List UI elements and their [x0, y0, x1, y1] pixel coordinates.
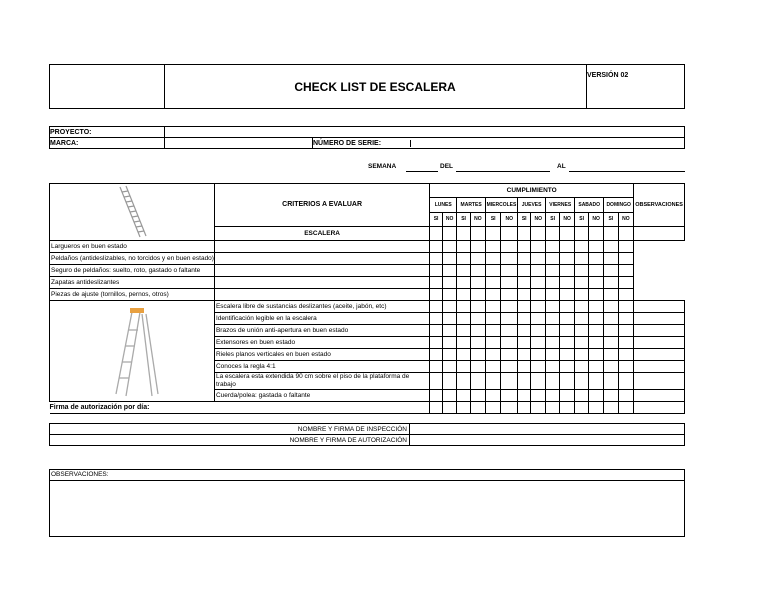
check-cell[interactable]	[430, 277, 443, 289]
check-cell[interactable]	[430, 289, 443, 301]
check-cell[interactable]	[430, 337, 443, 349]
check-cell[interactable]	[604, 253, 618, 265]
observaciones-box[interactable]	[49, 469, 685, 537]
section-cell	[575, 226, 589, 240]
check-cell[interactable]	[501, 253, 518, 265]
check-cell[interactable]	[589, 301, 604, 313]
no-header: NO	[501, 212, 518, 226]
check-cell[interactable]	[457, 390, 471, 402]
check-cell[interactable]	[442, 289, 456, 301]
check-cell[interactable]	[589, 390, 604, 402]
checklist-table	[49, 183, 685, 414]
criteria-label: Conoces la regla 4:1	[214, 361, 429, 373]
version-label: VERSIÓN 02	[587, 72, 629, 79]
section-cell	[430, 226, 443, 240]
check-cell[interactable]	[546, 301, 560, 313]
day-header: MIERCOLES	[485, 198, 517, 212]
check-cell[interactable]	[589, 361, 604, 373]
check-cell[interactable]	[501, 313, 518, 325]
check-cell[interactable]	[589, 313, 604, 325]
check-cell[interactable]	[442, 241, 456, 253]
check-cell[interactable]	[442, 325, 456, 337]
check-cell[interactable]	[560, 277, 575, 289]
check-cell[interactable]	[485, 265, 501, 277]
si-header: SI	[457, 212, 471, 226]
check-cell[interactable]	[470, 277, 485, 289]
check-cell[interactable]	[457, 373, 471, 390]
observation-cell[interactable]	[618, 277, 634, 289]
check-cell[interactable]	[501, 289, 518, 301]
check-cell[interactable]	[430, 325, 443, 337]
section-cell	[604, 226, 618, 240]
observation-cell[interactable]	[634, 301, 685, 313]
check-cell[interactable]	[604, 337, 618, 349]
check-cell[interactable]	[575, 301, 589, 313]
day-header: MARTES	[457, 198, 486, 212]
del-field[interactable]	[456, 171, 550, 172]
check-cell[interactable]	[485, 325, 501, 337]
check-cell[interactable]	[457, 337, 471, 349]
check-cell[interactable]	[531, 390, 546, 402]
check-cell[interactable]	[546, 313, 560, 325]
check-cell[interactable]	[531, 349, 546, 361]
check-cell[interactable]	[457, 241, 471, 253]
extension-ladder-icon	[102, 184, 162, 240]
check-cell[interactable]	[531, 301, 546, 313]
check-cell[interactable]	[604, 289, 618, 301]
check-cell[interactable]	[546, 325, 560, 337]
check-cell[interactable]	[214, 265, 429, 277]
firma-cell[interactable]	[442, 402, 456, 414]
check-cell[interactable]	[442, 313, 456, 325]
si-header: SI	[430, 212, 443, 226]
check-cell[interactable]	[589, 253, 604, 265]
check-cell[interactable]	[457, 265, 471, 277]
check-cell[interactable]	[470, 265, 485, 277]
observation-cell[interactable]	[618, 253, 634, 265]
si-header: SI	[604, 212, 618, 226]
criteria-label: Brazos de unión anti-apertura en buen estado	[214, 325, 429, 337]
check-cell[interactable]	[546, 289, 560, 301]
check-cell[interactable]	[560, 325, 575, 337]
check-cell[interactable]	[214, 253, 429, 265]
check-cell[interactable]	[470, 253, 485, 265]
extension-ladder-image	[50, 184, 215, 241]
criteria-label: Piezas de ajuste (tornillos, pernos, otros)	[50, 289, 215, 301]
al-label: AL	[557, 163, 566, 170]
observation-cell[interactable]	[634, 325, 685, 337]
section-cell	[634, 226, 685, 240]
check-cell[interactable]	[430, 390, 443, 402]
check-cell[interactable]	[501, 265, 518, 277]
no-header: NO	[618, 212, 634, 226]
check-cell[interactable]	[485, 349, 501, 361]
check-cell[interactable]	[560, 373, 575, 390]
check-cell[interactable]	[531, 253, 546, 265]
check-cell[interactable]	[518, 289, 531, 301]
firma-cell[interactable]	[589, 402, 604, 414]
check-cell[interactable]	[442, 301, 456, 313]
check-cell[interactable]	[430, 265, 443, 277]
al-field[interactable]	[569, 171, 685, 172]
check-cell[interactable]	[575, 349, 589, 361]
observation-cell[interactable]	[634, 373, 685, 390]
check-cell[interactable]	[442, 390, 456, 402]
section-cell	[485, 226, 501, 240]
check-cell[interactable]	[470, 241, 485, 253]
check-cell[interactable]	[575, 289, 589, 301]
section-cell	[546, 226, 560, 240]
check-cell[interactable]	[531, 289, 546, 301]
criteria-label: Extensores en buen estado	[214, 337, 429, 349]
observation-cell[interactable]	[618, 289, 634, 301]
del-label: DEL	[440, 163, 453, 170]
step-ladder-image	[50, 301, 215, 402]
check-cell[interactable]	[546, 277, 560, 289]
check-cell[interactable]	[531, 325, 546, 337]
check-cell[interactable]	[589, 265, 604, 277]
observation-cell[interactable]	[634, 313, 685, 325]
check-cell[interactable]	[518, 390, 531, 402]
firma-cell[interactable]	[531, 402, 546, 414]
document-title: CHECK LIST DE ESCALERA	[164, 65, 587, 108]
check-cell[interactable]	[604, 361, 618, 373]
check-cell[interactable]	[618, 337, 634, 349]
check-cell[interactable]	[531, 265, 546, 277]
signatures-table	[49, 423, 685, 446]
firma-cell[interactable]	[485, 402, 501, 414]
semana-label: SEMANA	[368, 163, 397, 170]
check-cell[interactable]	[575, 390, 589, 402]
firma-cell[interactable]	[546, 402, 560, 414]
criteria-label: Peldaños (antideslizables, no torcidos y en buen estado)	[50, 253, 215, 265]
check-cell[interactable]	[531, 373, 546, 390]
check-cell[interactable]	[518, 301, 531, 313]
check-cell[interactable]	[485, 313, 501, 325]
criteria-label: La escalera esta extendida 90 cm sobre el piso de la plataforma de trabajo	[214, 373, 429, 390]
check-cell[interactable]	[501, 277, 518, 289]
firma-cell[interactable]	[518, 402, 531, 414]
check-cell[interactable]	[531, 241, 546, 253]
check-cell[interactable]	[546, 349, 560, 361]
check-cell[interactable]	[518, 265, 531, 277]
check-cell[interactable]	[560, 241, 575, 253]
no-header: NO	[442, 212, 456, 226]
firma-cell[interactable]	[560, 402, 575, 414]
inspeccion-field[interactable]	[410, 424, 685, 435]
check-cell[interactable]	[546, 265, 560, 277]
firma-cell[interactable]	[457, 402, 471, 414]
section-cell	[589, 226, 604, 240]
firma-cell[interactable]	[618, 402, 634, 414]
observaciones-header: OBSERVACIONES	[634, 184, 685, 227]
check-cell[interactable]	[485, 361, 501, 373]
firma-cell[interactable]	[604, 402, 618, 414]
observation-cell[interactable]	[618, 241, 634, 253]
check-cell[interactable]	[589, 337, 604, 349]
check-cell[interactable]	[470, 301, 485, 313]
section-cell	[501, 226, 518, 240]
check-cell[interactable]	[518, 241, 531, 253]
numero-serie-row[interactable]	[313, 138, 685, 149]
check-cell[interactable]	[442, 277, 456, 289]
check-cell[interactable]	[470, 373, 485, 390]
observaciones-label: OBSERVACIONES:	[50, 470, 684, 481]
check-cell[interactable]	[518, 361, 531, 373]
check-cell[interactable]	[589, 325, 604, 337]
check-cell[interactable]	[518, 313, 531, 325]
day-header: SABADO	[575, 198, 604, 212]
check-cell[interactable]	[560, 301, 575, 313]
check-cell[interactable]	[485, 241, 501, 253]
no-header: NO	[470, 212, 485, 226]
criteria-row	[50, 253, 685, 265]
check-cell[interactable]	[560, 265, 575, 277]
no-header: NO	[531, 212, 546, 226]
check-cell[interactable]	[470, 325, 485, 337]
check-cell[interactable]	[575, 373, 589, 390]
no-header: NO	[589, 212, 604, 226]
check-cell[interactable]	[589, 349, 604, 361]
check-cell[interactable]	[618, 361, 634, 373]
check-cell[interactable]	[501, 301, 518, 313]
check-cell[interactable]	[430, 253, 443, 265]
check-cell[interactable]	[618, 349, 634, 361]
criteria-row	[50, 289, 685, 301]
check-cell[interactable]	[518, 349, 531, 361]
check-cell[interactable]	[442, 373, 456, 390]
autorizacion-label: NOMBRE Y FIRMA DE AUTORIZACIÓN	[50, 435, 410, 446]
document-header	[49, 64, 685, 109]
si-header: SI	[546, 212, 560, 226]
criterios-header: CRITERIOS A EVALUAR	[214, 184, 429, 227]
check-cell[interactable]	[575, 253, 589, 265]
check-cell[interactable]	[501, 337, 518, 349]
check-cell[interactable]	[560, 313, 575, 325]
check-cell[interactable]	[214, 289, 429, 301]
check-cell[interactable]	[501, 349, 518, 361]
check-cell[interactable]	[457, 301, 471, 313]
check-cell[interactable]	[485, 301, 501, 313]
check-cell[interactable]	[518, 277, 531, 289]
autorizacion-field[interactable]	[410, 435, 685, 446]
si-header: SI	[518, 212, 531, 226]
check-cell[interactable]	[501, 325, 518, 337]
criteria-row	[50, 301, 685, 313]
check-cell[interactable]	[618, 313, 634, 325]
marca-label: MARCA:	[50, 138, 165, 149]
project-info-table	[49, 126, 685, 149]
check-cell[interactable]	[531, 361, 546, 373]
check-cell[interactable]	[560, 361, 575, 373]
firma-cell[interactable]	[575, 402, 589, 414]
firma-cell[interactable]	[634, 402, 685, 414]
check-cell[interactable]	[560, 390, 575, 402]
firma-cell[interactable]	[430, 402, 443, 414]
check-cell[interactable]	[214, 241, 429, 253]
check-cell[interactable]	[575, 325, 589, 337]
check-cell[interactable]	[604, 301, 618, 313]
check-cell[interactable]	[470, 313, 485, 325]
check-cell[interactable]	[470, 289, 485, 301]
check-cell[interactable]	[589, 289, 604, 301]
firma-cell[interactable]	[470, 402, 485, 414]
criteria-row	[50, 265, 685, 277]
check-cell[interactable]	[457, 289, 471, 301]
check-cell[interactable]	[470, 337, 485, 349]
check-cell[interactable]	[442, 361, 456, 373]
check-cell[interactable]	[560, 337, 575, 349]
semana-field[interactable]	[406, 171, 438, 172]
criteria-label: Escalera libre de sustancias deslizantes (aceite, jabón, etc)	[214, 301, 429, 313]
check-cell[interactable]	[457, 313, 471, 325]
check-cell[interactable]	[604, 349, 618, 361]
observation-cell[interactable]	[634, 361, 685, 373]
check-cell[interactable]	[589, 277, 604, 289]
observation-cell[interactable]	[618, 265, 634, 277]
observation-cell[interactable]	[634, 390, 685, 402]
check-cell[interactable]	[430, 349, 443, 361]
section-cell	[442, 226, 456, 240]
day-header: JUEVES	[518, 198, 546, 212]
check-cell[interactable]	[501, 390, 518, 402]
section-escalera: ESCALERA	[214, 226, 429, 240]
observation-cell[interactable]	[634, 337, 685, 349]
check-cell[interactable]	[485, 390, 501, 402]
check-cell[interactable]	[546, 241, 560, 253]
no-header: NO	[560, 212, 575, 226]
firma-label: Firma de autorización por día:	[50, 402, 430, 414]
check-cell[interactable]	[546, 337, 560, 349]
check-cell[interactable]	[485, 289, 501, 301]
observation-cell[interactable]	[634, 349, 685, 361]
check-cell[interactable]	[518, 337, 531, 349]
check-cell[interactable]	[589, 241, 604, 253]
check-cell[interactable]	[604, 265, 618, 277]
check-cell[interactable]	[442, 253, 456, 265]
criteria-label: Rieles planos verticales en buen estado	[214, 349, 429, 361]
check-cell[interactable]	[442, 265, 456, 277]
check-cell[interactable]	[560, 253, 575, 265]
check-cell[interactable]	[214, 277, 429, 289]
check-cell[interactable]	[546, 373, 560, 390]
check-cell[interactable]	[442, 349, 456, 361]
criteria-row	[50, 277, 685, 289]
criteria-label: Seguro de peldaños: suelto, roto, gastado o faltante	[50, 265, 215, 277]
check-cell[interactable]	[470, 361, 485, 373]
check-cell[interactable]	[618, 325, 634, 337]
numero-serie-label: NÚMERO DE SERIE:	[313, 140, 411, 147]
check-cell[interactable]	[485, 373, 501, 390]
check-cell[interactable]	[546, 253, 560, 265]
check-cell[interactable]	[430, 361, 443, 373]
check-cell[interactable]	[430, 301, 443, 313]
si-header: SI	[575, 212, 589, 226]
check-cell[interactable]	[442, 337, 456, 349]
check-cell[interactable]	[531, 337, 546, 349]
firma-cell[interactable]	[501, 402, 518, 414]
check-cell[interactable]	[575, 313, 589, 325]
check-cell[interactable]	[501, 373, 518, 390]
check-cell[interactable]	[485, 337, 501, 349]
check-cell[interactable]	[430, 313, 443, 325]
check-cell[interactable]	[575, 337, 589, 349]
section-cell	[470, 226, 485, 240]
section-cell	[457, 226, 471, 240]
check-cell[interactable]	[618, 390, 634, 402]
logo-cell	[50, 65, 165, 108]
criteria-label: Zapatas antideslizantes	[50, 277, 215, 289]
step-ladder-icon	[102, 302, 162, 400]
si-header: SI	[485, 212, 501, 226]
check-cell[interactable]	[575, 265, 589, 277]
check-cell[interactable]	[618, 373, 634, 390]
inspeccion-label: NOMBRE Y FIRMA DE INSPECCIÓN	[50, 424, 410, 435]
criteria-label: Largueros en buen estado	[50, 241, 215, 253]
check-cell[interactable]	[589, 373, 604, 390]
day-header: VIERNES	[546, 198, 575, 212]
check-cell[interactable]	[430, 241, 443, 253]
check-cell[interactable]	[470, 349, 485, 361]
check-cell[interactable]	[604, 277, 618, 289]
day-header: LUNES	[430, 198, 457, 212]
criteria-row	[50, 241, 685, 253]
cumplimiento-header: CUMPLIMIENTO	[430, 184, 634, 198]
check-cell[interactable]	[430, 373, 443, 390]
proyecto-field[interactable]	[165, 127, 685, 138]
check-cell[interactable]	[560, 349, 575, 361]
proyecto-label: PROYECTO:	[50, 127, 165, 138]
check-cell[interactable]	[531, 313, 546, 325]
check-cell[interactable]	[457, 349, 471, 361]
criteria-label: Identificación legible en la escalera	[214, 313, 429, 325]
check-cell[interactable]	[457, 253, 471, 265]
check-cell[interactable]	[575, 241, 589, 253]
check-cell[interactable]	[604, 313, 618, 325]
check-cell[interactable]	[485, 253, 501, 265]
check-cell[interactable]	[546, 361, 560, 373]
check-cell[interactable]	[501, 361, 518, 373]
check-cell[interactable]	[485, 277, 501, 289]
section-cell	[618, 226, 634, 240]
check-cell[interactable]	[470, 390, 485, 402]
check-cell[interactable]	[560, 289, 575, 301]
section-cell	[560, 226, 575, 240]
section-cell	[531, 226, 546, 240]
check-cell[interactable]	[518, 325, 531, 337]
check-cell[interactable]	[531, 277, 546, 289]
check-cell[interactable]	[501, 241, 518, 253]
check-cell[interactable]	[457, 277, 471, 289]
section-cell	[518, 226, 531, 240]
check-cell[interactable]	[604, 241, 618, 253]
check-cell[interactable]	[575, 277, 589, 289]
check-cell[interactable]	[546, 390, 560, 402]
marca-field[interactable]	[165, 138, 313, 149]
check-cell[interactable]	[575, 361, 589, 373]
check-cell[interactable]	[457, 361, 471, 373]
criteria-label: Cuerda/polea: gastada o faltante	[214, 390, 429, 402]
check-cell[interactable]	[518, 373, 531, 390]
check-cell[interactable]	[457, 325, 471, 337]
day-header: DOMINGO	[604, 198, 634, 212]
check-cell[interactable]	[604, 390, 618, 402]
check-cell[interactable]	[604, 373, 618, 390]
check-cell[interactable]	[518, 253, 531, 265]
check-cell[interactable]	[618, 301, 634, 313]
check-cell[interactable]	[604, 325, 618, 337]
